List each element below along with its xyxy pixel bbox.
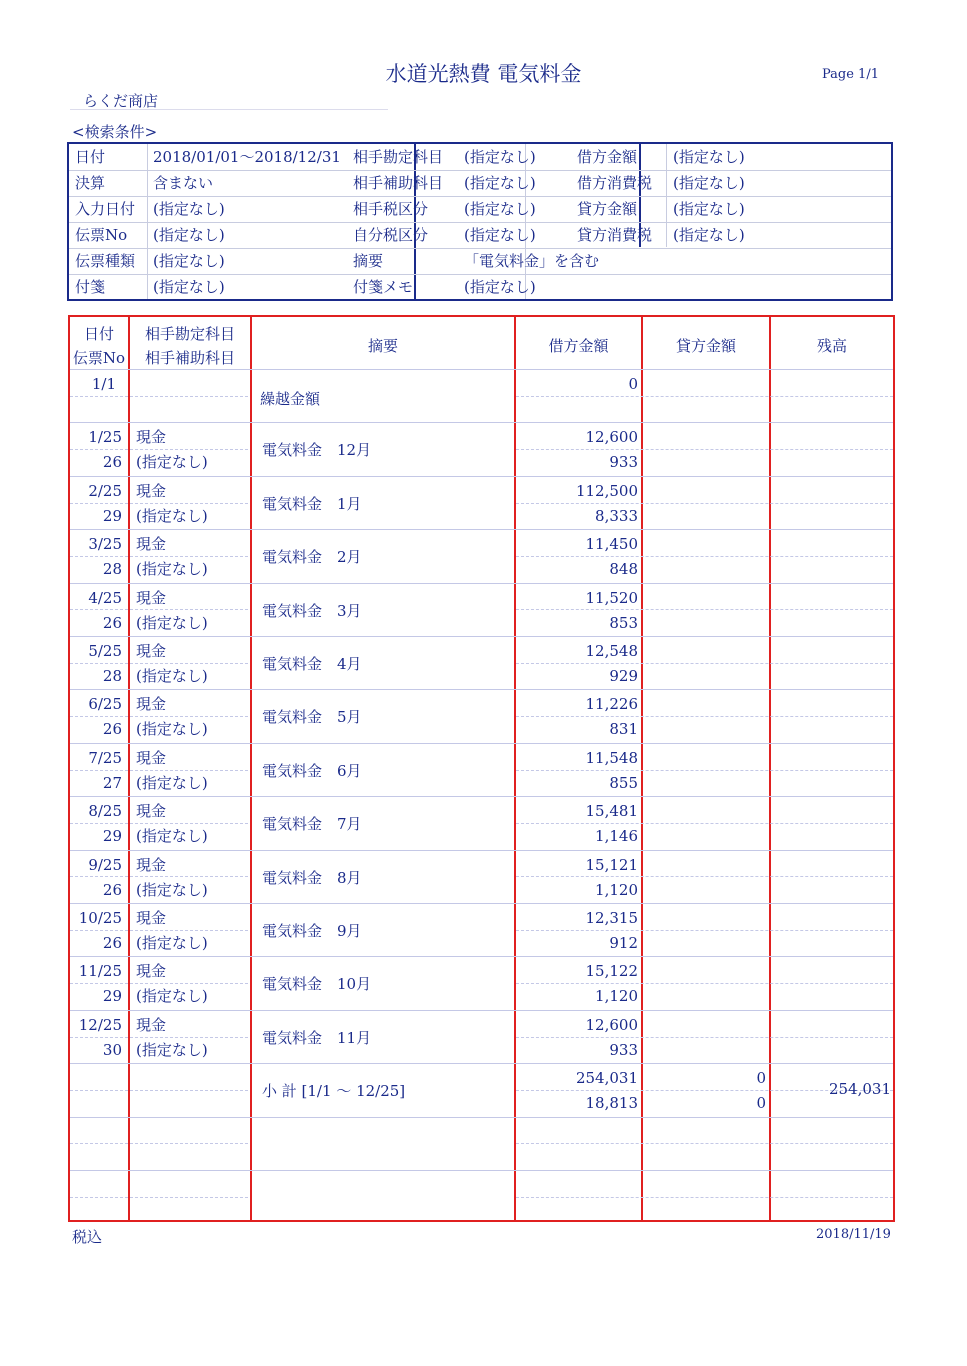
criteria-value: (指定なし) [153, 200, 225, 218]
row-mid-line [516, 449, 893, 450]
row-mid-line [516, 1197, 893, 1198]
row-mid-line [516, 663, 893, 664]
ledger-table [68, 315, 895, 1222]
subtotal-credit: 0 [756, 1069, 766, 1088]
entry-debit: 112,500 [575, 481, 638, 500]
entry-subaccount: (指定なし) [136, 720, 208, 739]
entry-summary: 電気料金 12月 [262, 441, 372, 460]
header-account: 相手勘定科目 [144, 325, 235, 343]
entry-date: 12/25 [78, 1015, 122, 1034]
criteria-value: (指定なし) [464, 148, 536, 166]
entry-debit-tax: 853 [609, 613, 638, 632]
entry-subaccount: (指定なし) [136, 453, 208, 472]
entry-subaccount: (指定なし) [136, 506, 208, 525]
entry-slip-no: 28 [102, 667, 122, 685]
entry-summary: 電気料金 11月 [262, 1028, 372, 1047]
criteria-value: (指定なし) [673, 148, 745, 166]
entry-debit: 11,226 [585, 695, 638, 714]
criteria-label: 摘要 [353, 252, 384, 270]
row-line [70, 1117, 893, 1118]
row-line [70, 743, 893, 744]
entry-debit-tax: 933 [609, 1040, 638, 1059]
search-criteria-box [67, 142, 893, 301]
row-mid-line [70, 449, 248, 450]
entry-debit-tax: 1,120 [595, 987, 638, 1006]
subtotal-credit-tax: 0 [756, 1094, 766, 1113]
opening-debit: 0 [628, 375, 638, 393]
row-mid-line [70, 396, 248, 397]
row-mid-line [70, 823, 248, 824]
entry-slip-no: 26 [102, 453, 122, 472]
entry-summary: 電気料金 1月 [262, 494, 362, 513]
criteria-label: 付箋メモ [353, 278, 414, 296]
criteria-label: 借方金額 [577, 148, 638, 166]
row-line [70, 903, 893, 904]
row-line [70, 796, 893, 797]
header-debit: 借方金額 [548, 337, 609, 355]
criteria-label: 借方消費税 [577, 174, 653, 192]
entry-debit: 12,600 [585, 1015, 638, 1034]
entry-date: 6/25 [88, 695, 122, 714]
row-line [70, 689, 893, 690]
entry-summary: 電気料金 5月 [262, 708, 362, 727]
entry-account: 現金 [136, 802, 167, 821]
criteria-label: 貸方金額 [577, 200, 638, 218]
row-line [70, 476, 893, 477]
page-number: Page 1/1 [822, 67, 879, 82]
entry-summary: 電気料金 6月 [262, 761, 362, 780]
row-line [70, 422, 893, 423]
entry-account: 現金 [136, 1015, 167, 1034]
entry-slip-no: 26 [102, 720, 122, 739]
entry-debit: 11,548 [585, 748, 638, 767]
header-slip-no: 伝票No [72, 349, 126, 367]
row-line [70, 850, 893, 851]
criteria-label: 相手税区分 [353, 200, 429, 218]
entry-date: 2/25 [88, 481, 122, 500]
entry-date: 4/25 [88, 588, 122, 607]
row-mid-line [70, 930, 248, 931]
entry-subaccount: (指定なし) [136, 987, 208, 1006]
criteria-label: 自分税区分 [353, 226, 429, 244]
criteria-label: 伝票種類 [75, 252, 136, 270]
row-mid-line [70, 609, 248, 610]
header-summary: 摘要 [367, 337, 398, 355]
row-mid-line [516, 930, 893, 931]
entry-slip-no: 26 [102, 613, 122, 632]
criteria-value: (指定なし) [153, 278, 225, 296]
entry-account: 現金 [136, 481, 167, 500]
row-line [70, 1010, 893, 1011]
entry-debit-tax: 8,333 [595, 506, 638, 525]
row-mid-line [70, 663, 248, 664]
shop-underline [70, 109, 388, 110]
entry-date: 8/25 [88, 802, 122, 821]
row-mid-line [70, 1143, 248, 1144]
entry-debit-tax: 933 [609, 453, 638, 472]
entry-slip-no: 26 [102, 934, 122, 952]
entry-debit: 12,600 [585, 428, 638, 447]
row-mid-line [516, 609, 893, 610]
entry-summary: 電気料金 2月 [262, 548, 362, 567]
subtotal-label: 小 計 [1/1 ～ 12/25] [262, 1082, 406, 1101]
criteria-label: 付箋 [75, 278, 106, 296]
entry-debit: 15,481 [585, 802, 638, 821]
row-line [70, 636, 893, 637]
row-mid-line [516, 983, 893, 984]
entry-date: 10/25 [78, 909, 122, 927]
entry-account: 現金 [136, 855, 167, 874]
row-line [70, 1063, 893, 1064]
entry-debit: 12,548 [585, 642, 638, 660]
row-mid-line [516, 876, 893, 877]
entry-account: 現金 [136, 642, 167, 660]
criteria-value: (指定なし) [464, 200, 536, 218]
criteria-label: 貸方消費税 [577, 226, 653, 244]
entry-slip-no: 29 [102, 827, 122, 846]
entry-debit-tax: 1,120 [595, 880, 638, 899]
entry-account: 現金 [136, 588, 167, 607]
entry-debit-tax: 848 [609, 560, 638, 579]
entry-debit-tax: 1,146 [595, 827, 638, 846]
criteria-label: 相手勘定科目 [353, 148, 444, 166]
criteria-label: 相手補助科目 [353, 174, 444, 192]
entry-date: 11/25 [78, 962, 122, 981]
row-mid-line [516, 556, 893, 557]
row-mid-line [70, 876, 248, 877]
entry-account: 現金 [136, 535, 167, 554]
entry-debit: 15,122 [585, 962, 638, 981]
criteria-value: (指定なし) [153, 252, 225, 270]
entry-debit: 11,450 [585, 535, 638, 554]
report-title: 水道光熱費 電気料金 [385, 62, 582, 86]
row-mid-line [70, 1037, 248, 1038]
row-line [70, 369, 893, 370]
entry-summary: 電気料金 8月 [262, 868, 362, 887]
row-mid-line [516, 396, 893, 397]
entry-subaccount: (指定なし) [136, 827, 208, 846]
row-mid-line [70, 716, 248, 717]
row-mid-line [516, 770, 893, 771]
entry-summary: 電気料金 9月 [262, 922, 362, 940]
header-date: 日付 [83, 325, 114, 343]
criteria-value: (指定なし) [464, 278, 536, 296]
entry-slip-no: 27 [102, 773, 122, 792]
entry-debit: 11,520 [585, 588, 638, 607]
entry-subaccount: (指定なし) [136, 667, 208, 685]
subtotal-balance: 254,031 [828, 1080, 891, 1099]
entry-account: 現金 [136, 748, 167, 767]
criteria-value: (指定なし) [673, 226, 745, 244]
entry-slip-no: 29 [102, 987, 122, 1006]
criteria-value: (指定なし) [153, 226, 225, 244]
row-mid-line [516, 716, 893, 717]
entry-account: 現金 [136, 428, 167, 447]
entry-date: 9/25 [88, 855, 122, 874]
criteria-value: (指定なし) [464, 174, 536, 192]
entry-date: 3/25 [88, 535, 122, 554]
row-mid-line [70, 556, 248, 557]
header-subaccount: 相手補助科目 [144, 349, 235, 367]
entry-slip-no: 30 [102, 1040, 122, 1059]
entry-slip-no: 28 [102, 560, 122, 579]
entry-debit-tax: 929 [609, 667, 638, 685]
row-line [70, 956, 893, 957]
row-mid-line [516, 1037, 893, 1038]
criteria-value: 2018/01/01～2018/12/31 [153, 148, 341, 166]
row-line [70, 583, 893, 584]
row-mid-line [70, 770, 248, 771]
print-date: 2018/11/19 [816, 1227, 891, 1242]
entry-summary: 電気料金 10月 [262, 975, 372, 994]
entry-debit-tax: 831 [609, 720, 638, 739]
entry-date: 1/25 [88, 428, 122, 447]
criteria-value: 含まない [153, 174, 214, 192]
entry-debit-tax: 855 [609, 773, 638, 792]
entry-subaccount: (指定なし) [136, 1040, 208, 1059]
entry-subaccount: (指定なし) [136, 880, 208, 899]
entry-subaccount: (指定なし) [136, 613, 208, 632]
criteria-label: 伝票No [75, 226, 128, 244]
entry-date: 7/25 [88, 748, 122, 767]
row-mid-line [516, 823, 893, 824]
row-mid-line [516, 1143, 893, 1144]
entry-slip-no: 26 [102, 880, 122, 899]
entry-summary: 電気料金 4月 [262, 655, 362, 673]
entry-debit: 12,315 [585, 909, 638, 927]
tax-mode: 税込 [72, 1228, 103, 1246]
header-balance: 残高 [816, 337, 847, 355]
criteria-label: 入力日付 [75, 200, 136, 218]
entry-subaccount: (指定なし) [136, 560, 208, 579]
entry-account: 現金 [136, 962, 167, 981]
criteria-value: 「電気料金」を含む [464, 252, 600, 270]
entry-slip-no: 29 [102, 506, 122, 525]
opening-date: 1/1 [91, 375, 116, 393]
header-credit: 貸方金額 [675, 337, 736, 355]
row-mid-line [70, 983, 248, 984]
row-mid-line [70, 1197, 248, 1198]
row-line [70, 529, 893, 530]
criteria-value: (指定なし) [673, 200, 745, 218]
criteria-label: 日付 [75, 148, 106, 166]
column-divider [128, 317, 130, 1220]
shop-name: らくだ商店 [83, 92, 159, 110]
entry-subaccount: (指定なし) [136, 773, 208, 792]
entry-summary: 電気料金 3月 [262, 601, 362, 620]
row-mid-line [70, 1090, 248, 1091]
row-line [70, 1170, 893, 1171]
column-divider [250, 317, 252, 1220]
entry-summary: 電気料金 7月 [262, 815, 362, 834]
entry-subaccount: (指定なし) [136, 934, 208, 952]
opening-summary: 繰越金額 [260, 390, 321, 408]
criteria-value: (指定なし) [673, 174, 745, 192]
entry-account: 現金 [136, 909, 167, 927]
subtotal-debit: 254,031 [575, 1069, 638, 1088]
criteria-label: <検索条件> [72, 123, 158, 141]
subtotal-debit-tax: 18,813 [585, 1094, 638, 1113]
entry-debit: 15,121 [585, 855, 638, 874]
entry-account: 現金 [136, 695, 167, 714]
entry-date: 5/25 [88, 642, 122, 660]
row-mid-line [516, 503, 893, 504]
criteria-label: 決算 [75, 174, 106, 192]
entry-debit-tax: 912 [609, 934, 638, 952]
criteria-value: (指定なし) [464, 226, 536, 244]
row-mid-line [70, 503, 248, 504]
